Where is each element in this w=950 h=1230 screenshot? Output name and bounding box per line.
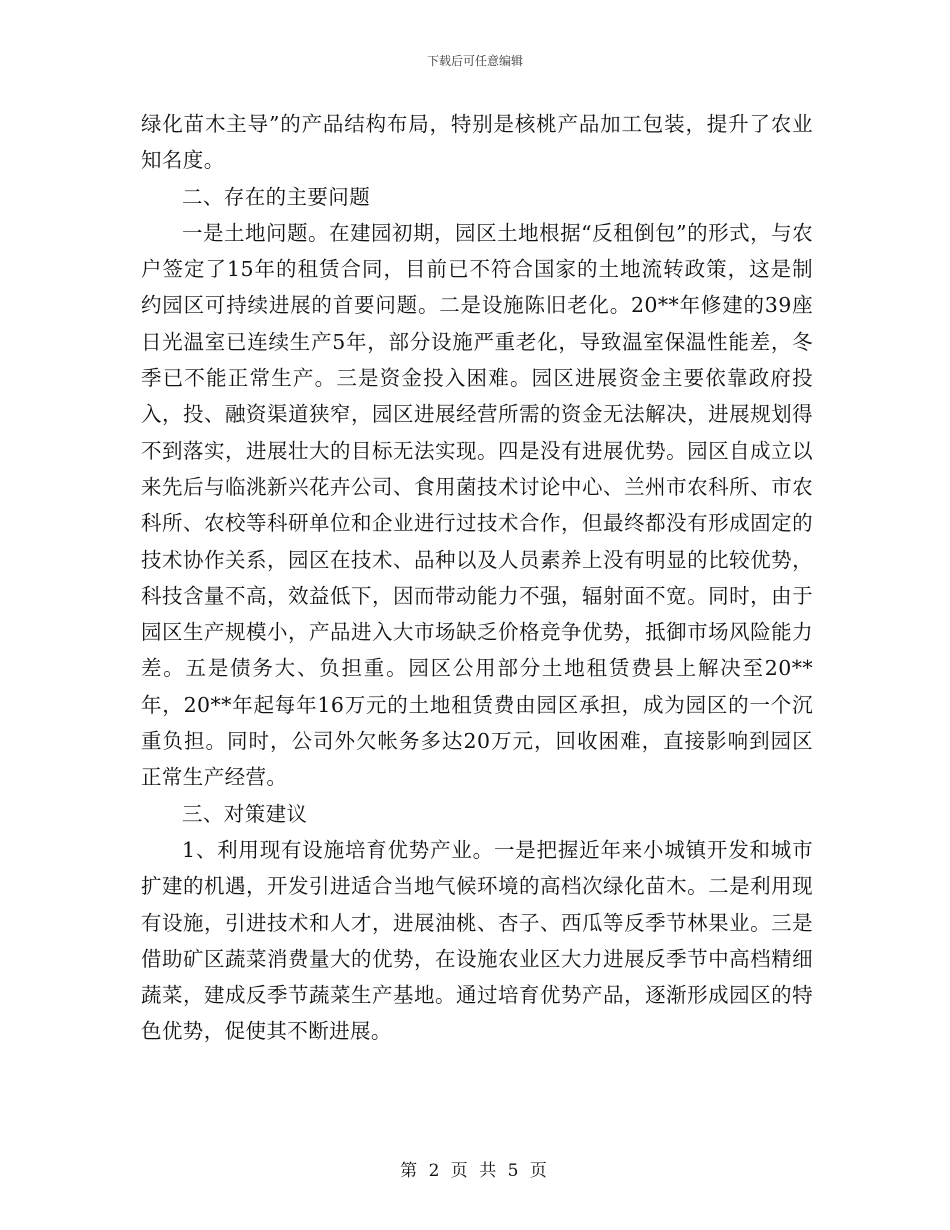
page-header: 下载后可任意编辑 (426, 54, 523, 68)
section-heading-suggestions: 三、对策建议 (182, 801, 308, 826)
paragraph-problems: 一是土地问题。在建园初期，园区土地根据“反租倒包”的形式，与农户签定了15年的租赁合同，目前已不符合国家的土地流转政策，这是制约园区可持续进展的首要问题。二是设施陈旧老化。20**年修建的39座日光温室已连续生产5年，部分设施严重老化，导致温室保温性能差，冬季已不能正常生产。三是资金投入困难。园区进展资金主要依靠政府投入，投、融资渠道狭窄，园区进展经营所需的资金无法解决，进展规划得不到落实，进展壮大的目标无法实现。四是没有进展优势。园区自成立以来先后与临洮新兴花卉公司、食用菌技术讨论中心、兰州市农科所、市农科所、农校等科研单位和企业进行过技术合作，但最终都没有形成固定的技术协作关系，园区在技术、品种以及人员素养上没有明显的比较优势，科技含量不高，效益低下，因而带动能力不强，辐射面不宽。同时，由于园区生产规模小，产品进入大市场缺乏价格竞争优势，抵御市场风险能力差。五是债务大、负担重。园区公用部分土地租赁费县上解决至20**年，20**年起每年16万元的土地租赁费由园区承担，成为园区的一个沉重负担。同时，公司外欠帐务多达20万元，回收困难，直接影响到园区正常生产经营。 (141, 220, 813, 790)
section-heading-problems: 二、存在的主要问题 (182, 184, 371, 209)
paragraph-product-structure: 绿化苗木主导”的产品结构布局，特别是核桃产品加工包装，提升了农业知名度。 (141, 112, 813, 173)
document-body (141, 106, 813, 1050)
paragraph-suggestion-1: 1、利用现有设施培育优势产业。一是把握近年来小城镇开发和城市扩建的机遇，开发引进适合当地气候环境的高档次绿化苗木。二是利用现有设施，引进技术和人才，进展油桃、杏子、西瓜等反季节林果业。三是借助矿区蔬菜消费量大的优势，在设施农业区大力进展反季节中高档精细蔬菜，建成反季节蔬菜生产基地。通过培育优势产品，逐渐形成园区的特色优势，促使其不断进展。 (141, 837, 813, 1044)
page-number: 第 2 页 共 5 页 (400, 1161, 550, 1181)
